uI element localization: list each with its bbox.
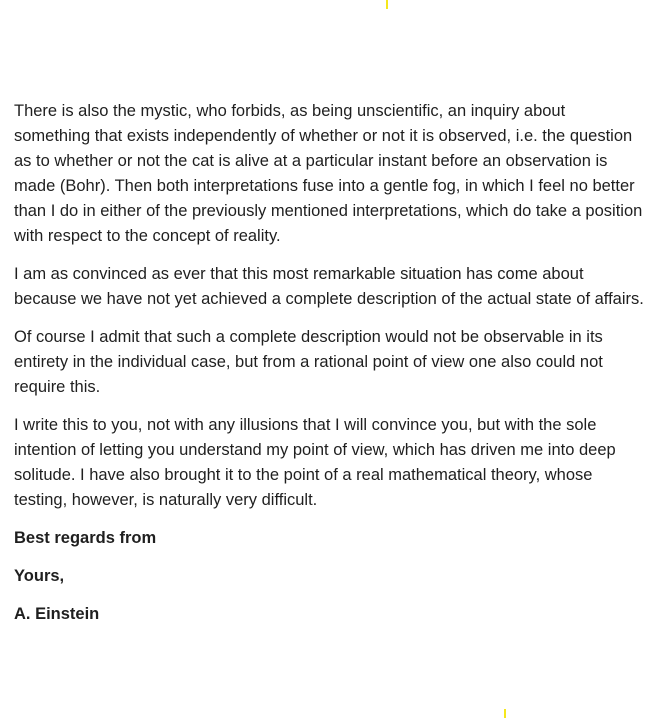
letter-paragraph-3: Of course I admit that such a complete description would not be observable in its entirety in the individual case, but from a rational point of view one also could not require this. — [14, 328, 603, 396]
letter-paragraph-2: I am as convinced as ever that this most remarkable situation has come about because we have not yet achieved a complete description of the actual state of affairs. — [14, 265, 644, 308]
scroll-marker-top — [386, 0, 388, 9]
letter-closing: Best regards from — [14, 529, 157, 547]
letter-body — [14, 99, 644, 640]
letter-paragraph-1: There is also the mystic, who forbids, as being unscientific, an inquiry about something that exists independently of whether or not it is observed, i.e. the question as to whether or not the cat is alive at a particular instant before an observation is made (Bohr). Then both interpretations fuse into a gentle fog, in which I feel no better than I do in either of the previously mentioned interpretations, which do take a position with respect to the concept of reality. — [14, 102, 643, 245]
letter-paragraph-4: I write this to you, not with any illusions that I will convince you, but with the sole intention of letting you understand my point of view, which has driven me into deep solitude. I have also brought it to the point of a real mathematical theory, whose testing, however, is naturally very difficult. — [14, 416, 616, 509]
letter-signature: A. Einstein — [14, 605, 100, 623]
scroll-marker-bottom — [504, 709, 506, 718]
letter-valediction: Yours, — [14, 567, 65, 585]
